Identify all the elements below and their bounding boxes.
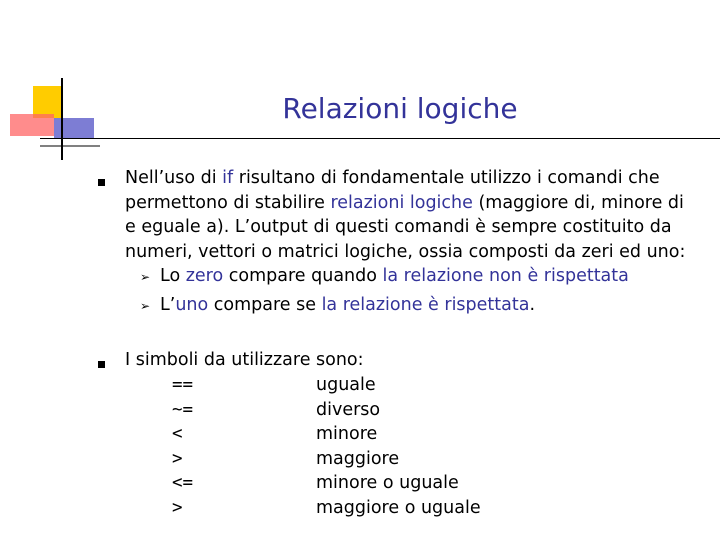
text-run: e eguale a). L’output di questi comandi è sempre costituito da (125, 217, 672, 237)
keyword-uno: uno (175, 295, 209, 315)
operator: ~= (172, 399, 194, 420)
operator-meaning: minore (316, 424, 378, 444)
operator-meaning: maggiore o uguale (316, 497, 481, 518)
keyword-if: if (222, 168, 234, 188)
text-run: Lo (160, 266, 186, 286)
operator-meaning: diverso (316, 399, 381, 420)
page-title: Relazioni logiche (282, 92, 518, 125)
sub-bullet-uno (140, 293, 535, 319)
bullet1-line-1 (125, 166, 660, 191)
bullet-marker (98, 179, 105, 186)
operator: == (172, 375, 194, 395)
text-run: L’ (160, 295, 176, 315)
text-run: numeri, vettori o matrici logiche, ossia composti da zeri ed uno: (125, 241, 686, 262)
arrow-bullet-icon: ➢ (140, 299, 151, 313)
operator: <= (172, 473, 194, 493)
arrow-bullet-icon: ➢ (140, 270, 151, 284)
keyword-phrase: la relazione è rispettata (321, 295, 530, 315)
operator: > (172, 497, 183, 518)
text-run: risultano di fondamentale utilizzo i comandi che (233, 168, 660, 188)
operator: > (172, 448, 183, 469)
bullet2-intro: I simboli da utilizzare sono: (125, 350, 364, 370)
keyword-zero: zero (185, 266, 224, 286)
text-run: permettono di stabilire (125, 192, 331, 213)
text-run: (maggiore di, minore di (472, 192, 684, 213)
bullet1-line-4 (125, 240, 685, 265)
text-run: . (529, 295, 536, 315)
keyword-relazioni-logiche: relazioni logiche (330, 192, 473, 213)
sub-bullet-zero (140, 264, 629, 290)
bullet1-line-2 (125, 191, 684, 216)
text-run: compare se (208, 295, 322, 315)
operator: < (172, 424, 183, 444)
title-divider (40, 138, 720, 139)
operator-meaning: minore o uguale (316, 473, 459, 493)
operator-meaning: uguale (316, 375, 376, 395)
slide-logo (0, 0, 100, 170)
bullet-marker (98, 361, 105, 368)
text-run: Nell’uso di (125, 168, 223, 188)
bullet1-line-3 (125, 215, 672, 240)
keyword-phrase: la relazione non è rispettata (382, 266, 629, 286)
text-run: compare quando (223, 266, 383, 286)
operator-meaning: maggiore (316, 448, 400, 469)
